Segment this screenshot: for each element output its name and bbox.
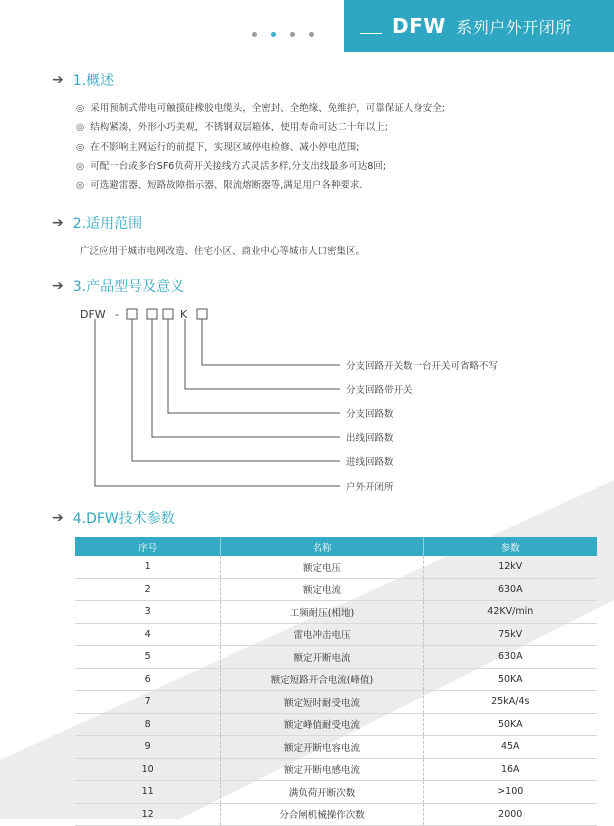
- cell-index: 11: [75, 781, 221, 804]
- list-item: ◎ 在不影响主网运行的前提下，实现区域停电检修、减小停电范围;: [76, 138, 445, 157]
- code-dash: -: [115, 308, 119, 321]
- cell-index: 1: [75, 556, 221, 578]
- cell-name: 额定开断电流: [221, 646, 423, 669]
- list-item: ◎ 可选避雷器、短路故障指示器、限流熔断器等,满足用户各种要求.: [76, 176, 445, 195]
- cell-index: 12: [75, 803, 221, 826]
- arrow-right-icon: ➔: [52, 215, 64, 231]
- cell-value: 42KV/min: [423, 601, 597, 624]
- table-row: [75, 781, 597, 804]
- code-box: [197, 309, 207, 319]
- list-item: ◎ 采用预制式带电可触摸硅橡胶电缆头，全密封、全绝缘、免维护，可靠保证人身安全;: [76, 99, 445, 118]
- code-label: 分支回路数: [346, 409, 394, 420]
- code-label: 出线回路数: [346, 433, 394, 444]
- list-item: ◎ 可配一台或多台SF6负荷开关接线方式灵活多样,分支出线最多可达8回;: [76, 157, 445, 176]
- cell-value: >100: [423, 781, 597, 804]
- cell-name: 额定电压: [221, 556, 423, 578]
- cell-name: 额定峰值耐受电流: [221, 713, 423, 736]
- cell-index: 3: [75, 601, 221, 624]
- code-box: [127, 309, 137, 319]
- cell-index: 10: [75, 758, 221, 781]
- table-row: [75, 623, 597, 646]
- table-row: [75, 556, 597, 578]
- cell-value: 45A: [423, 736, 597, 759]
- table-header-row: [75, 537, 597, 556]
- cell-index: 4: [75, 623, 221, 646]
- code-box: [163, 309, 173, 319]
- bullet-mark: ◎: [76, 141, 85, 153]
- code-label: 进线回路数: [346, 457, 394, 468]
- table-row: [75, 713, 597, 736]
- cell-index: 5: [75, 646, 221, 669]
- list-item: ◎ 结构紧凑，外形小巧美观，不锈钢双层箱体，使用寿命可达二十年以上;: [76, 118, 445, 137]
- bullet-mark: ◎: [76, 180, 85, 192]
- arrow-right-icon: ➔: [52, 72, 64, 88]
- bullet-mark: ◎: [76, 122, 85, 134]
- code-label: 户外开闭所: [346, 482, 394, 493]
- scope-text: 广泛应用于城市电网改造、住宅小区、商业中心等城市人口密集区。: [80, 246, 366, 257]
- tech-params-table: [75, 537, 597, 826]
- cell-index: 2: [75, 578, 221, 601]
- arrow-right-icon: ➔: [52, 278, 64, 294]
- cell-name: 额定开断电感电流: [221, 758, 423, 781]
- cell-index: 8: [75, 713, 221, 736]
- section-overview-title: ➔ 1.概述: [52, 72, 115, 89]
- code-label: 分支回路带开关: [346, 385, 413, 396]
- header-decor-line: [360, 33, 382, 34]
- cell-value: 630A: [423, 646, 597, 669]
- cell-name: 额定开断电容电流: [221, 736, 423, 759]
- bullet-mark: ◎: [76, 103, 85, 114]
- cell-name: 满负荷开断次数: [221, 781, 423, 804]
- code-k: K: [180, 308, 188, 321]
- cell-value: 16A: [423, 758, 597, 781]
- cell-value: 75kV: [423, 623, 597, 646]
- code-prefix: DFW: [80, 308, 106, 321]
- bullet-mark: ◎: [76, 160, 85, 172]
- page-title: [392, 14, 572, 38]
- arrow-right-icon: ➔: [52, 510, 64, 526]
- title-model: DFW: [392, 14, 446, 38]
- cell-value: 50KA: [423, 668, 597, 691]
- section-scope-title: ➔ 2.适用范围: [52, 215, 143, 232]
- table-row: [75, 578, 597, 601]
- cell-index: 9: [75, 736, 221, 759]
- leader-lines: [95, 319, 340, 486]
- cell-value: 25kA/4s: [423, 691, 597, 714]
- cell-name: 雷电冲击电压: [221, 623, 423, 646]
- table-row: [75, 646, 597, 669]
- table-row: [75, 803, 597, 826]
- table-row: [75, 736, 597, 759]
- cell-value: 50KA: [423, 713, 597, 736]
- table-row: [75, 691, 597, 714]
- cell-index: 6: [75, 668, 221, 691]
- column-header-name: 名称: [221, 537, 423, 556]
- cell-name: 分合闸机械操作次数: [221, 803, 423, 826]
- column-header-value: 参数: [423, 537, 597, 556]
- table-row: [75, 668, 597, 691]
- cell-name: 额定短路开合电流(峰值): [221, 668, 423, 691]
- table-row: [75, 758, 597, 781]
- table-row: [75, 601, 597, 624]
- section-params-title: ➔ 4.DFW技术参数: [52, 510, 175, 527]
- cell-value: 630A: [423, 578, 597, 601]
- section-model-title: ➔ 3.产品型号及意义: [52, 278, 185, 295]
- cell-name: 额定电流: [221, 578, 423, 601]
- cell-value: 2000: [423, 803, 597, 826]
- code-box: [147, 309, 157, 319]
- cell-value: 12kV: [423, 556, 597, 578]
- code-label: 分支回路开关数一台开关可省略不写: [346, 361, 499, 372]
- cell-name: 工频耐压(相地): [221, 601, 423, 624]
- title-name: 系列户外开闭所: [456, 18, 572, 37]
- cell-name: 额定短时耐受电流: [221, 691, 423, 714]
- column-header-index: 序号: [75, 537, 221, 556]
- cell-index: 7: [75, 691, 221, 714]
